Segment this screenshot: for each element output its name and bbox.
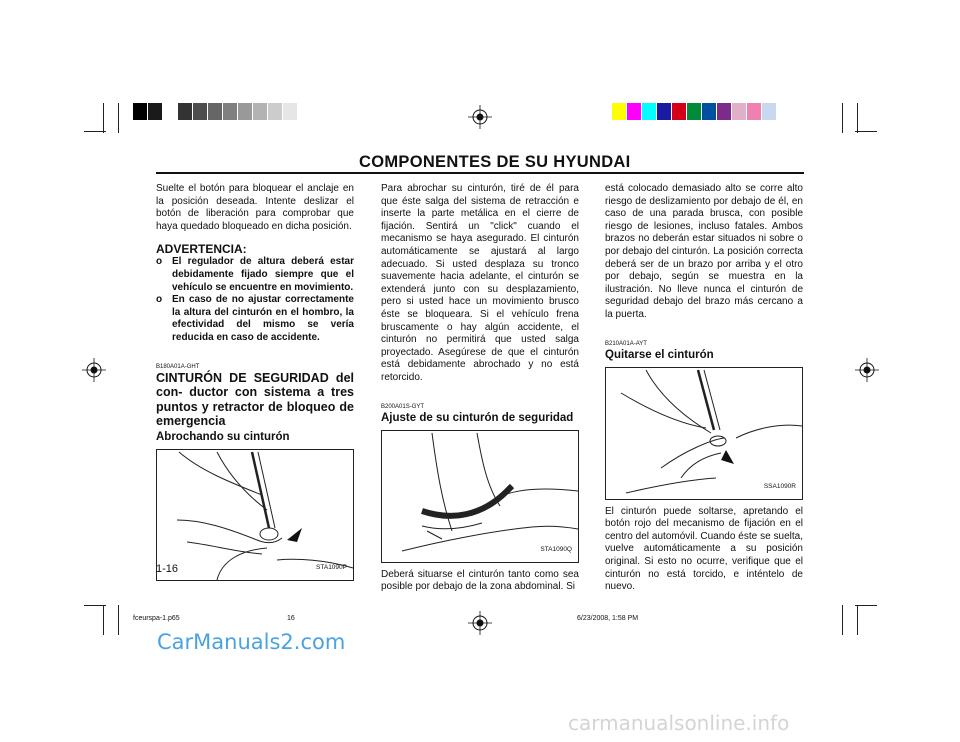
color-swatch — [747, 103, 762, 120]
color-swatch — [612, 103, 627, 120]
color-swatch — [762, 103, 777, 120]
gray-swatch — [163, 103, 178, 120]
registration-mark-icon — [82, 358, 106, 382]
warning-item: o El regulador de altura deberá estar debidamente fijado siempre que el vehículo se encuentre en movimiento. — [156, 256, 354, 293]
page-number: 1-16 — [156, 563, 179, 575]
gray-swatch — [193, 103, 208, 120]
figure-label: STA1090Q — [540, 545, 572, 553]
body-paragraph: El cinturón puede soltarse, apretando el botón rojo del mecanismo de fijación en el centro del automóvil. Cuando éste se suelta, vuelve automáticamente a su posición original. Si esto no ocurre, verifique que el cinturón no está torcido, e inténtelo de nuevo. — [605, 505, 803, 593]
figure-label: STA1090P — [316, 563, 347, 571]
column-3 — [605, 183, 803, 594]
color-swatch — [657, 103, 672, 120]
watermark-left: CarManuals2.com — [157, 630, 346, 654]
gray-swatch — [208, 103, 223, 120]
intro-paragraph: Suelte el botón para bloquear el anclaje en la posición deseada. Intente deslizar el botón de liberación para comprobar que haya quedado bloqueado en dicha posición. — [156, 183, 354, 232]
color-swatch — [627, 103, 642, 120]
color-swatch — [642, 103, 657, 120]
section-code: B200A01S-GYT — [381, 403, 425, 410]
warning-item: o En caso de no ajustar correctamente la altura del cinturón en el hombro, la efectividad del mismo se vería reducida en caso de accidente. — [156, 294, 354, 343]
body-paragraph: Para abrochar su cinturón, tiré de él para que éste salga del sistema de retracción e inserte la parte metálica en el cierre de fijación. Sentirá un "click" cuando el mecanismo se haya asegurado. El cinturón automáticamente se ajustará al largo adecuado. Si usted desplaza su tronco suavemente hacia adelante, el cinturón se extenderá junto con su desplazamiento, pero si usted hace un movimiento brusco éste se bloqueara. Si el vehículo frena bruscamente o hay algún accidente, el cinturón no permitirá que usted salga proyectado. Asegúrese de que el cinturón está debidamente abrochado y no está retorcido. — [381, 183, 579, 383]
gray-swatch — [283, 103, 298, 120]
warning-title: ADVERTENCIA: — [156, 242, 247, 257]
section-code: B210A01A-AYT — [605, 340, 647, 347]
watermark-right: carmanualsonline.info — [568, 711, 790, 735]
section-code: B180A01A-GHT — [156, 363, 200, 370]
body-paragraph: Deberá situarse el cinturón tanto como sea posible por debajo de la zona abdominal. Si — [381, 568, 579, 593]
color-swatch — [687, 103, 702, 120]
warning-block — [156, 242, 354, 344]
gray-swatch — [178, 103, 193, 120]
body-paragraph: está colocado demasiado alto se corre alto riesgo de deslizamiento por debajo de él, en caso de una parada brusca, con posible riesgo de lesiones, incluso fatales. Ambos brazos no deberán estar situados ni sobre o por debajo del cinturón. La posición correcta deberá ser de un brazo por arriba y el otro por debajo, según se muestra en la ilustración. No lleve nunca el cinturón de seguridad debajo del brazo más cercano a la puerta. — [605, 183, 803, 320]
column-2 — [381, 183, 579, 594]
gray-swatch — [253, 103, 268, 120]
header-rule — [156, 172, 804, 174]
figure-remove-belt — [605, 367, 803, 500]
section-title: CINTURÓN DE SEGURIDAD del con- ductor con sistema a tres puntos y retractor de bloqueo de emergencia — [156, 370, 354, 429]
registration-mark-icon — [468, 611, 492, 635]
color-calibration-bar — [612, 103, 777, 120]
figure-adjust-belt — [381, 430, 579, 563]
page-title: COMPONENTES DE SU HYUNDAI — [359, 153, 631, 171]
column-1 — [156, 183, 354, 581]
color-swatch — [717, 103, 732, 120]
gray-swatch — [133, 103, 148, 120]
footer-page: 16 — [287, 615, 295, 622]
footer-file: fceurspa-1.p65 — [133, 615, 180, 622]
gray-swatch — [268, 103, 283, 120]
color-swatch — [732, 103, 747, 120]
color-swatch — [702, 103, 717, 120]
gray-swatch — [238, 103, 253, 120]
gray-swatch — [223, 103, 238, 120]
footer-datetime: 6/23/2008, 1:58 PM — [577, 615, 639, 622]
gray-swatch — [148, 103, 163, 120]
section-title: Quitarse el cinturón — [605, 348, 714, 361]
sub-title: Abrochando su cinturón — [156, 430, 290, 443]
registration-mark-icon — [468, 105, 492, 129]
grayscale-calibration-bar — [133, 103, 298, 120]
section-title: Ajuste de su cinturón de seguridad — [381, 411, 574, 424]
figure-label: SSA1090R — [763, 482, 796, 490]
color-swatch — [672, 103, 687, 120]
figure-fasten-belt — [156, 449, 354, 581]
registration-mark-icon — [855, 358, 879, 382]
